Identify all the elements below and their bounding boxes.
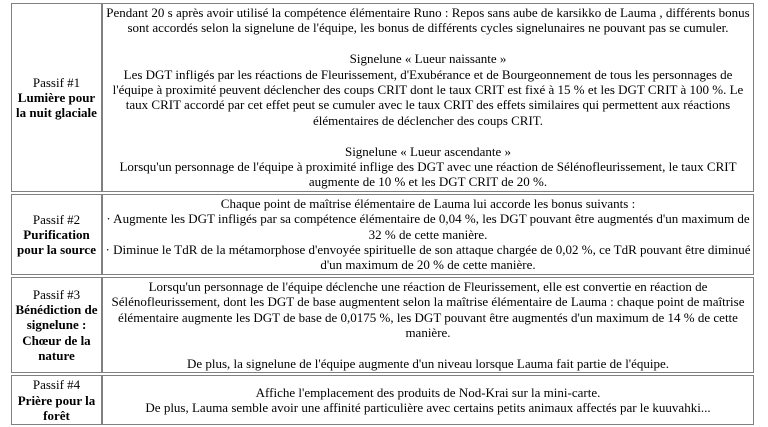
table-row: [11, 194, 754, 275]
passive-paragraph: Signelune « Lueur ascendante »: [344, 143, 512, 159]
passive-paragraph: Lorsqu'un personnage de l'équipe à proximité inflige des DGT avec une réaction de Sélénofleurissement, le taux CRIT augmente de 10 % et les DGT CRIT de 20 %.: [119, 159, 737, 190]
passive-talents-sheet: [0, 1, 768, 424]
passive-paragraph: Lorsqu'un personnage de l'équipe déclenche une réaction de Fleurissement, elle est convertie en réaction de Sélénofleurissement, dont les DGT de base augmentent selon la maîtrise élémentaire de Lauma : chaque point de maîtrise élémentaire augmente les DGT de base de 0,0175 %, les DGT pouvant être augmentés d'un maximum de 14 % de cette manière.: [111, 278, 745, 341]
passive-name: Bénédiction de signelune : Chœur de la nature: [15, 302, 98, 363]
passive-paragraph: · Augmente les DGT infligés par sa compétence élémentaire de 0,04 %, les DGT pouvant être augmentés d'un maximum de 32 % de cette manière.: [106, 211, 750, 242]
paragraph-spacer: [105, 341, 751, 356]
passive-name: Purification pour la source: [17, 226, 96, 257]
passive-paragraph: Pendant 20 s après avoir utilisé la compétence élémentaire Runo : Repos sans aube de karsikko de Lauma , différents bonus sont accordés selon la signelune de l'équipe, les bonus de différents cycles signelunaires ne pouvant pas se cumuler.: [106, 5, 750, 36]
table-body: [11, 3, 754, 425]
passive-paragraph: De plus, la signelune de l'équipe augmente d'un niveau lorsque Lauma fait partie de l'équipe.: [186, 355, 670, 371]
passive-paragraph: · Diminue le TdR de la métamorphose d'envoyée spirituelle de son attaque chargée de 0,02 %, ce TdR pouvant être diminué d'un maximum de 20 % de cette manière.: [105, 242, 751, 273]
passive-paragraph: Chaque point de maîtrise élémentaire de Lauma lui accorde les bonus suivants :: [220, 195, 636, 211]
passive-description-cell: [102, 194, 754, 275]
passive-paragraph: Affiche l'emplacement des produits de Nod-Krai sur la mini-carte.: [255, 384, 601, 400]
paragraph-spacer: [105, 36, 751, 51]
passive-description-cell: [102, 3, 754, 192]
passive-paragraph: Signelune « Lueur naissante »: [349, 51, 507, 67]
passive-description-cell: [102, 375, 754, 425]
passive-description-cell: [102, 277, 754, 373]
table-row: [11, 3, 754, 192]
passive-paragraph: Les DGT infligés par les réactions de Fleurissement, d'Exubérance et de Bourgeonnement de tous les personnages de l'équipe à proximité peuvent déclencher des coups CRIT dont le taux CRIT est fixé à 15 % et les DGT CRIT à 100 %. Le taux CRIT accordé par cet effet peut se cumuler avec le taux CRIT des effets similaires qui permettent aux réactions élémentaires de déclencher des coups CRIT.: [112, 66, 744, 128]
passive-talents-table: [11, 1, 754, 427]
passive-name: Lumière pour la nuit glaciale: [16, 89, 97, 121]
passive-label-cell: [11, 277, 102, 373]
passive-label-cell: [11, 194, 102, 275]
table-row: [11, 277, 754, 373]
passive-number: Passif #2: [32, 211, 81, 227]
passive-number: Passif #1: [32, 74, 81, 90]
passive-label-cell: [11, 3, 102, 192]
passive-label-cell: [11, 375, 102, 425]
table-row: [11, 375, 754, 425]
passive-number: Passif #4: [32, 377, 81, 393]
paragraph-spacer: [105, 128, 751, 143]
passive-number: Passif #3: [32, 287, 81, 303]
passive-paragraph: De plus, Lauma semble avoir une affinité particulière avec certains petits animaux affectés par le kuuvahki...: [145, 400, 711, 416]
passive-name: Prière pour la forêt: [17, 392, 96, 423]
